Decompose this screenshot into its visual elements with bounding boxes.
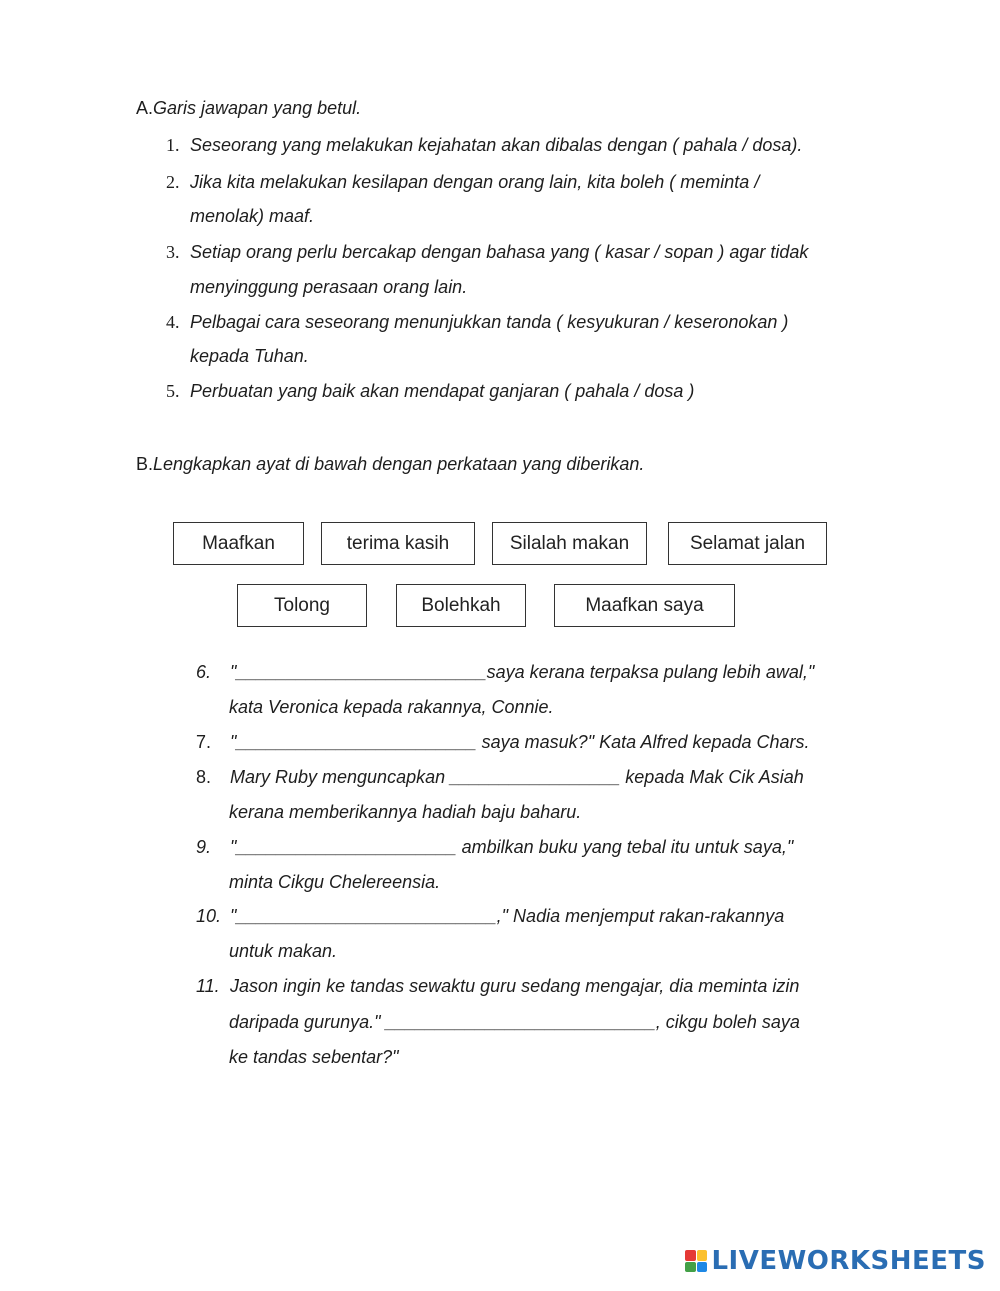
word-bank-tolong[interactable]: Tolong: [237, 584, 367, 627]
b-item-text[interactable]: "__________________________," Nadia menjemput rakan-rakannya: [230, 906, 785, 926]
b-item-9-cont: minta Cikgu Chelereensia.: [229, 872, 441, 892]
a-item-number: 1.: [166, 135, 180, 155]
b-item-number: 10.: [196, 906, 222, 926]
b-item-8-cont: kerana memberikannya hadiah baju baharu.: [229, 802, 582, 822]
b-item-11: [196, 974, 799, 998]
word-bank-maafkan[interactable]: Maafkan: [173, 522, 304, 565]
b-item-text: Jason ingin ke tandas sewaktu guru sedang mengajar, dia meminta izin: [230, 976, 800, 996]
b-item-text[interactable]: Mary Ruby menguncapkan _________________ kepada Mak Cik Asiah: [230, 767, 804, 787]
word-bank-bolehkah[interactable]: Bolehkah: [396, 584, 526, 627]
b-item-6: [196, 660, 814, 684]
section-a-letter: A.: [136, 98, 154, 118]
word-bank-selamat-jalan[interactable]: Selamat jalan: [668, 522, 827, 565]
b-item-number: 11.: [196, 976, 220, 996]
a-item-4-cont: kepada Tuhan.: [190, 346, 309, 366]
a-item-2: [166, 170, 759, 194]
b-item-number: 7.: [196, 732, 212, 752]
word-bank-maafkan-saya[interactable]: Maafkan saya: [554, 584, 735, 627]
section-b-heading: [136, 452, 644, 476]
b-item-6-cont: kata Veronica kepada rakannya, Connie.: [229, 697, 554, 717]
section-a-heading: [136, 96, 361, 120]
a-item-text: Perbuatan yang baik akan mendapat ganjaran ( pahala / dosa ): [190, 381, 695, 401]
a-item-3: [166, 240, 808, 264]
b-item-11-cont2: ke tandas sebentar?": [229, 1047, 399, 1067]
a-item-text: Seseorang yang melakukan kejahatan akan dibalas dengan ( pahala / dosa).: [190, 135, 803, 155]
a-item-text: Setiap orang perlu bercakap dengan bahasa yang ( kasar / sopan ) agar tidak: [190, 242, 809, 262]
a-item-2-cont: menolak) maaf.: [190, 206, 315, 226]
liveworksheets-logo-text: LIVEWORKSHEETS: [711, 1246, 986, 1276]
liveworksheets-logo[interactable]: [685, 1247, 986, 1275]
a-item-4: [166, 310, 788, 334]
b-item-10: [196, 904, 784, 928]
a-item-text: Jika kita melakukan kesilapan dengan orang lain, kita boleh ( meminta /: [190, 172, 760, 192]
b-item-8: [196, 765, 804, 789]
b-item-number: 8.: [196, 767, 212, 787]
a-item-1: [166, 133, 802, 157]
section-a-instruction: Garis jawapan yang betul.: [153, 98, 362, 118]
a-item-number: 3.: [166, 242, 180, 262]
a-item-number: 2.: [166, 172, 180, 192]
a-item-number: 4.: [166, 312, 180, 332]
a-item-text: Pelbagai cara seseorang menunjukkan tanda ( kesyukuran / keseronokan ): [190, 312, 789, 332]
b-item-10-cont: untuk makan.: [229, 941, 338, 961]
word-bank-silalah-makan[interactable]: Silalah makan: [492, 522, 647, 565]
section-b-letter: B.: [136, 454, 154, 474]
b-item-text[interactable]: "______________________ ambilkan buku yang tebal itu untuk saya,": [230, 837, 794, 857]
b-item-11-cont[interactable]: daripada gurunya." ___________________________, cikgu boleh saya: [229, 1012, 800, 1032]
liveworksheets-logo-icon: [685, 1250, 707, 1272]
a-item-number: 5.: [166, 381, 180, 401]
word-bank-terima-kasih[interactable]: terima kasih: [321, 522, 475, 565]
b-item-9: [196, 835, 793, 859]
a-item-3-cont: menyinggung perasaan orang lain.: [190, 277, 468, 297]
b-item-text[interactable]: "_________________________saya kerana terpaksa pulang lebih awal,": [230, 662, 815, 682]
b-item-number: 9.: [196, 837, 212, 857]
b-item-number: 6.: [196, 662, 212, 682]
b-item-7: [196, 730, 810, 754]
b-item-text[interactable]: "________________________ saya masuk?" Kata Alfred kepada Chars.: [230, 732, 810, 752]
a-item-5: [166, 379, 694, 403]
section-b-instruction: Lengkapkan ayat di bawah dengan perkataan yang diberikan.: [153, 454, 645, 474]
